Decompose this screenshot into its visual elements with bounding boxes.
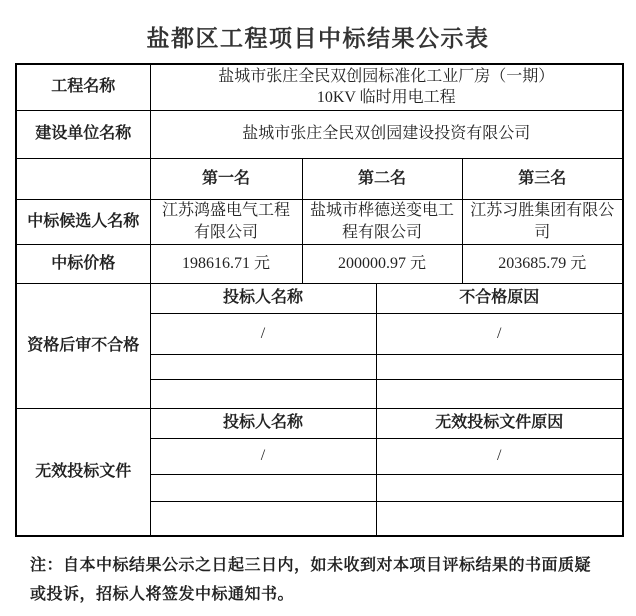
page-title: 盐都区工程项目中标结果公示表 <box>146 26 490 51</box>
bid-price-2: 200000.97 元 <box>302 244 462 283</box>
rank-header-spacer <box>16 158 150 199</box>
disqualified-bidder-header: 投标人名称 <box>150 283 376 313</box>
rank-header-third: 第三名 <box>462 158 623 199</box>
bid-result-table <box>15 63 624 537</box>
bid-price-1: 198616.71 元 <box>150 244 302 283</box>
candidate-name-3: 江苏习胜集团有限公司 <box>462 199 623 244</box>
invalid-bidder-header: 投标人名称 <box>150 408 376 438</box>
prices-row <box>16 244 623 283</box>
invalid-reason-cell: / <box>376 438 623 474</box>
disqualified-bidder-cell: / <box>150 313 376 354</box>
disqualified-bidder-cell <box>150 354 376 379</box>
disqualified-section-label: 资格后审不合格 <box>16 283 150 408</box>
invalid-reason-header: 无效投标文件原因 <box>376 408 623 438</box>
owner-row <box>16 110 623 158</box>
invalid-bidder-cell <box>150 474 376 501</box>
disqualified-reason-cell <box>376 379 623 408</box>
prices-label: 中标价格 <box>16 244 150 283</box>
invalid-reason-cell <box>376 474 623 501</box>
project-name-line2: 10KV 临时用电工程 <box>316 89 456 107</box>
rank-header-row <box>16 158 623 199</box>
candidates-label: 中标候选人名称 <box>16 199 150 244</box>
candidate-name-1: 江苏鸿盛电气工程有限公司 <box>150 199 302 244</box>
invalid-header-row <box>16 408 623 438</box>
invalid-bidder-cell: / <box>150 438 376 474</box>
project-name-row <box>16 64 623 110</box>
owner-value: 盐城市张庄全民双创园建设投资有限公司 <box>150 110 623 158</box>
invalid-section-label: 无效投标文件 <box>16 408 150 536</box>
disqualified-reason-cell <box>376 354 623 379</box>
candidates-row <box>16 199 623 244</box>
owner-label: 建设单位名称 <box>16 110 150 158</box>
footer-note-line2: 或投诉，招标人将签发中标通知书。 <box>30 586 295 603</box>
disqualified-reason-header: 不合格原因 <box>376 283 623 313</box>
invalid-reason-cell <box>376 501 623 536</box>
project-name-label: 工程名称 <box>16 64 150 110</box>
disqualified-reason-cell: / <box>376 313 623 354</box>
project-name-value <box>150 64 623 110</box>
disqualified-bidder-cell <box>150 379 376 408</box>
project-name-line1: 盐城市张庄全民双创园标准化工业厂房（一期） <box>218 67 555 85</box>
footer-note-line1: 注：自本中标结果公示之日起三日内，如未收到对本项目评标结果的书面质疑 <box>30 557 592 574</box>
invalid-bidder-cell <box>150 501 376 536</box>
bid-price-3: 203685.79 元 <box>462 244 623 283</box>
disqualified-header-row <box>16 283 623 313</box>
footer-note <box>30 551 610 609</box>
rank-header-first: 第一名 <box>150 158 302 199</box>
candidate-name-2: 盐城市桦德送变电工程有限公司 <box>302 199 462 244</box>
rank-header-second: 第二名 <box>302 158 462 199</box>
